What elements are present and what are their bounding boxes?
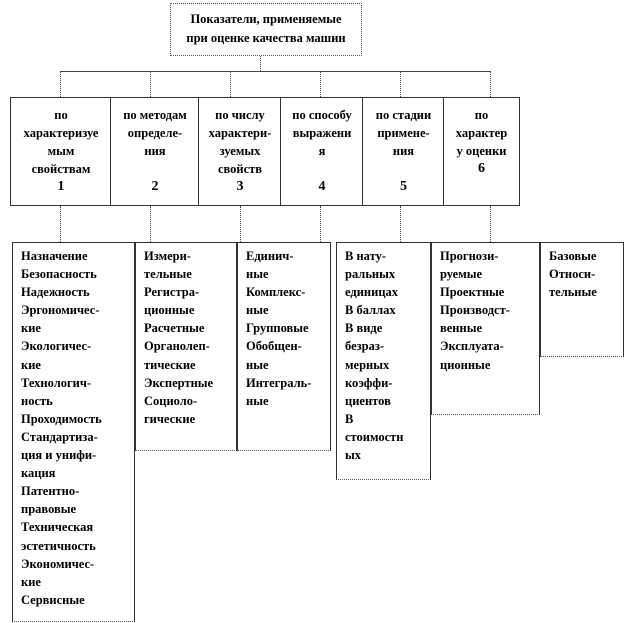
list-item: Эксплуата- xyxy=(440,339,504,354)
list-item: единицах xyxy=(345,285,399,300)
list-item: Эргономичес- xyxy=(21,303,100,318)
list-item: тические xyxy=(144,357,196,372)
category-box-5 xyxy=(362,97,444,206)
list-item: ционные xyxy=(144,303,195,318)
list-item: стоимостн xyxy=(345,429,404,444)
category-label-line: ния xyxy=(144,144,166,158)
category-number: 6 xyxy=(478,161,485,176)
list-item: В баллах xyxy=(345,303,396,318)
category-number: 2 xyxy=(151,179,159,194)
list-item: В нату- xyxy=(345,249,386,263)
connector xyxy=(260,56,261,71)
list-item: Экспертные xyxy=(144,375,214,390)
connector xyxy=(320,206,321,242)
category-label-line: свойствам xyxy=(31,162,91,176)
connector xyxy=(400,206,401,242)
connector xyxy=(490,71,491,97)
list-item: руемые xyxy=(440,267,483,282)
list-item: ные xyxy=(246,267,269,282)
category-label-line: мым xyxy=(47,144,75,158)
list-item: Безопасность xyxy=(21,267,97,282)
list-item: Относи- xyxy=(549,267,596,282)
category-number: 1 xyxy=(57,179,65,194)
category-box-3 xyxy=(198,97,281,206)
list-item: тельные xyxy=(549,285,597,300)
list-item: кация xyxy=(21,466,56,481)
list-item: безраз- xyxy=(345,339,385,354)
category-label-line: по xyxy=(474,108,489,122)
list-item: Единич- xyxy=(246,249,294,263)
list-item: мерных xyxy=(345,357,390,372)
list-item: Экономичес- xyxy=(21,556,95,571)
category-number: 5 xyxy=(400,179,407,194)
list-item: кие xyxy=(21,321,41,336)
list-item: Регистра- xyxy=(144,285,200,300)
connector xyxy=(150,71,151,97)
category-label-line: по xyxy=(54,108,68,122)
category-items-1 xyxy=(12,242,135,622)
category-label-line xyxy=(281,160,363,178)
list-item: Расчетные xyxy=(144,321,205,336)
list-item: Измери- xyxy=(144,249,191,263)
category-label-line: по стадии xyxy=(375,108,432,122)
category-box-6 xyxy=(443,97,520,206)
list-item: ция и унифи- xyxy=(21,448,97,463)
category-label-line: я xyxy=(318,144,326,158)
category-box-2 xyxy=(110,97,199,206)
connector xyxy=(490,206,491,242)
category-label-line: у оценки xyxy=(456,144,507,158)
list-item: Проходимость xyxy=(21,411,102,426)
list-item: Патентно- xyxy=(21,484,80,499)
list-item: правовые xyxy=(21,502,77,517)
list-item: Технологич- xyxy=(21,375,92,390)
list-item: Стандартиза- xyxy=(21,429,98,444)
list-item: Прогнози- xyxy=(440,249,499,263)
list-item: Сервисные xyxy=(21,592,85,607)
category-label-line: характери- xyxy=(208,126,272,140)
category-label-line: зуемых xyxy=(219,144,261,158)
list-item: тельные xyxy=(144,267,192,282)
list-item: гические xyxy=(144,411,196,426)
list-item: кие xyxy=(21,357,41,372)
connector xyxy=(150,206,151,242)
list-item: Обобщен- xyxy=(246,339,302,354)
list-item: Проектные xyxy=(440,285,505,300)
category-items-4 xyxy=(336,242,431,480)
category-label-line xyxy=(111,160,199,178)
category-label-line: ния xyxy=(392,144,415,158)
category-label-line xyxy=(363,160,444,178)
list-item: Базовые xyxy=(549,249,597,263)
list-item: Комплекс- xyxy=(246,285,306,300)
category-label-line: по способу xyxy=(292,108,352,122)
root-title-line: при оценке качества машин xyxy=(186,31,346,45)
category-items-2 xyxy=(135,242,237,451)
list-item: Групповые xyxy=(246,321,309,336)
category-box-1 xyxy=(10,97,111,206)
list-item: В виде xyxy=(345,321,383,336)
category-number: 4 xyxy=(318,179,326,194)
category-items-6 xyxy=(540,242,624,357)
list-item: кие xyxy=(21,574,41,589)
list-item: ные xyxy=(246,303,269,318)
category-label-line: характер xyxy=(455,126,508,140)
list-item: Надежность xyxy=(21,285,90,300)
category-label-line: выражени xyxy=(292,126,352,140)
category-label-line: свойств xyxy=(217,162,263,176)
list-item: ность xyxy=(21,393,53,408)
category-items-3 xyxy=(237,242,331,451)
list-item: ные xyxy=(246,357,269,372)
list-item: ные xyxy=(246,393,269,408)
connector xyxy=(320,71,321,97)
list-item: В xyxy=(345,411,354,426)
category-label-line: по числу xyxy=(215,108,265,122)
list-item: циентов xyxy=(345,393,391,408)
category-label-line: характеризуе xyxy=(23,126,99,140)
connector xyxy=(400,71,401,97)
root-box xyxy=(170,3,362,56)
list-item: ых xyxy=(345,448,362,463)
list-item: ционные xyxy=(440,357,491,372)
list-item: венные xyxy=(440,321,483,336)
list-item: Техническая xyxy=(21,520,94,535)
list-item: Органолеп- xyxy=(144,339,210,354)
category-items-5 xyxy=(431,242,540,415)
connector xyxy=(60,206,61,242)
connector xyxy=(60,71,61,97)
category-number: 3 xyxy=(236,179,244,194)
list-item: ральных xyxy=(345,267,396,282)
list-item: Назначение xyxy=(21,249,88,263)
list-item: эстетичность xyxy=(21,538,96,553)
category-label-line: по методам xyxy=(123,108,187,122)
connector xyxy=(240,206,241,242)
list-item: коэффи- xyxy=(345,375,393,390)
list-item: Социоло- xyxy=(144,393,198,408)
list-item: Интеграль- xyxy=(246,375,312,390)
list-item: Производст- xyxy=(440,303,510,318)
root-title-line: Показатели, применяемые xyxy=(190,12,342,26)
category-box-4 xyxy=(280,97,363,206)
connector xyxy=(60,71,490,72)
category-label-line: примене- xyxy=(377,126,430,140)
connector xyxy=(230,71,231,97)
category-label-line: определе- xyxy=(127,126,183,140)
list-item: Экологичес- xyxy=(21,339,92,354)
